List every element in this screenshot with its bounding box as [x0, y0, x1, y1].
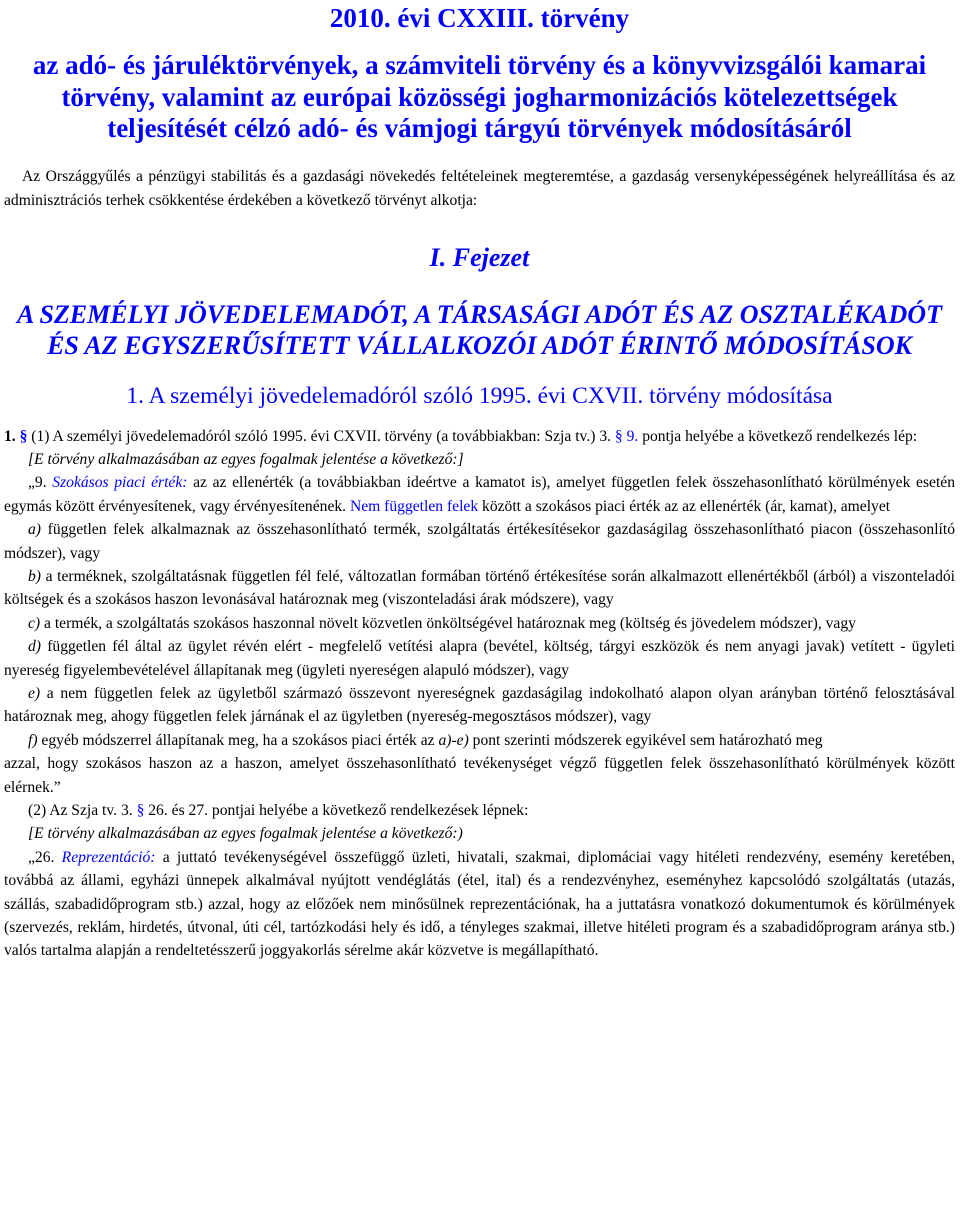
- list-item: [4, 565, 955, 612]
- item-text: egyéb módszerrel állapítanak meg, ha a szokásos piaci érték az: [37, 731, 439, 749]
- list-item: [4, 518, 955, 565]
- item-text: független fél által az ügylet révén elért - megfelelő vetítési alapra (bevétel, költség, tárgyi eszközök és nem anyagi javak) vetített - ügyleti nyereség figyelembevételével állapítanak meg (ügyleti nyereségen alapuló módszer), vagy: [4, 638, 955, 679]
- item-letter: b): [28, 567, 41, 585]
- definition-26: [4, 846, 955, 963]
- para-text: (2) Az Szja tv. 3.: [28, 802, 137, 819]
- law-title: 2010. évi CXXIII. törvény: [329, 3, 630, 33]
- preamble: Az Országgyűlés a pénzügyi stabilitás és a gazdasági növekedés feltételeinek megteremtése, a gazdaság versenyképességének helyreállítása és az adminisztrációs terhek csökkentése érdekében a következő törvényt alkotja:: [4, 167, 955, 209]
- item-letter: f): [28, 731, 38, 749]
- section-title: 1. A személyi jövedelemadóról szóló 1995. évi CXVII. törvény módosítása: [126, 382, 833, 409]
- paragraph-1: [4, 425, 955, 448]
- para-text: pontja helyébe a következő rendelkezés lép:: [638, 427, 918, 445]
- document-body: [4, 425, 955, 963]
- item-letter: d): [28, 638, 41, 656]
- definition-lead: „26.: [28, 848, 62, 866]
- definition-lead: „9.: [28, 474, 53, 492]
- item-text: pont szerinti módszerek egyikével sem határozható meg: [468, 731, 823, 749]
- bracket-note: [E törvény alkalmazásában az egyes fogalmak jelentése a következő:]: [28, 450, 464, 468]
- definition-text: az az ellenérték (a továbbiakban ideértve a kamatot is), amelyet független felek összehasonlítható körülmények esetén egymás között érvényesítenek, vagy érvényesítenének.: [4, 474, 955, 515]
- definition-text: között a szokásos piaci érték az az ellenérték (ár, kamat), amelyet: [478, 497, 891, 515]
- list-item: [4, 729, 955, 752]
- point-number: 9.: [622, 427, 639, 445]
- definition-9: [4, 471, 955, 518]
- definition-closing: azzal, hogy szokásos haszon az a haszon, amelyet összehasonlítható tevékenységet végző független felek összehasonlítható körülmények között elérnek.”: [4, 755, 955, 796]
- list-item: [4, 682, 955, 729]
- para-text: 26. és 27. pontjai helyébe a következő rendelkezések lépnek:: [144, 802, 529, 819]
- item-text: a termék, a szolgáltatás szokásos haszonnal növelt közvetlen önköltségével határoznak meg (költség és jövedelem módszer), vagy: [40, 614, 856, 632]
- definition-text: Nem független felek: [349, 497, 479, 515]
- chapter-number: I. Fejezet: [429, 242, 530, 272]
- section-sign: §: [614, 427, 623, 445]
- definition-term: Szokásos piaci érték:: [52, 474, 188, 492]
- para-number: 1.: [4, 427, 16, 445]
- item-text: a terméknek, szolgáltatásnak független fél felé, változatlan formában történő értékesítése során alkalmazott ellenértékből (árból) a viszonteladói költségek és a szokásos haszon levonásával határoznak meg (viszonteladási árak módszere), vagy: [4, 567, 955, 609]
- item-letter: a): [28, 521, 41, 539]
- item-letter: c): [28, 614, 41, 632]
- law-subtitle: az adó- és járuléktörvények, a számviteli törvény és a könyvvizsgálói kamarai törvény, valamint az európai közösségi jogharmonizációs kötelezettségek teljesítését célzó adó- és vámjogi tárgyú törvények módosításáról: [32, 50, 927, 143]
- section-sign: §: [19, 427, 28, 445]
- chapter-title: A SZEMÉLYI JÖVEDELEMADÓT, A TÁRSASÁGI ADÓT ÉS AZ OSZTALÉKADÓT ÉS AZ EGYSZERŰSÍTETT VÁLLALKOZÓI ADÓT ÉRINTŐ MÓDOSÍTÁSOK: [17, 299, 942, 360]
- definition-text: a juttató tevékenységével összefüggő üzleti, hivatali, szakmai, diplomáciai vagy hitéleti rendezvény, esemény keretében, továbbá az állami, egyházi ünnepek alkalmával nyújtott vendéglátás (étel, ital) és a rendezvényhez, eseményhez kapcsolódó szolgáltatás (utazás, szállás, szabadidőprogram stb.) azzal, hogy az előzőek nem minősülnek reprezentációnak, ha a juttatásra vonatkozó dokumentumok és körülmények (szervezés, reklám, hirdetés, útvonal, úti cél, tartózkodási hely és idő, a tényleges szakmai, illetve hitéleti program és a szabadidőprogram aránya stb.) valós tartalma alapján a rendeltetésszerű joggyakorlás sérelme akár közvetve is megállapítható.: [4, 848, 955, 960]
- item-text: független felek alkalmaznak az összehasonlítható termék, szolgáltatás értékesítésekor gazdaságilag összehasonlítható piacon (összehasonlító módszer), vagy: [4, 521, 955, 562]
- list-item: [4, 635, 955, 682]
- section-sign: §: [136, 802, 145, 819]
- item-letter: e): [28, 684, 41, 702]
- bracket-note: [E törvény alkalmazásában az egyes fogalmak jelentése a következő:): [28, 825, 463, 843]
- paragraph-2: [4, 799, 955, 822]
- item-letter-ref: a)-e): [438, 731, 469, 749]
- item-text: a nem független felek az ügyletből származó összevont nyereségnek gazdaságilag indokolható alapon olyan arányban történő felosztásával határoznak meg, ahogy független felek járnának el az ügyletben (nyereség-megosztásos módszer), vagy: [4, 684, 955, 726]
- definition-term: Reprezentáció:: [61, 848, 156, 866]
- list-item: [4, 612, 955, 635]
- para-text: (1) A személyi jövedelemadóról szóló 1995. évi CXVII. törvény (a továbbiakban: Szja tv.) 3.: [27, 427, 615, 445]
